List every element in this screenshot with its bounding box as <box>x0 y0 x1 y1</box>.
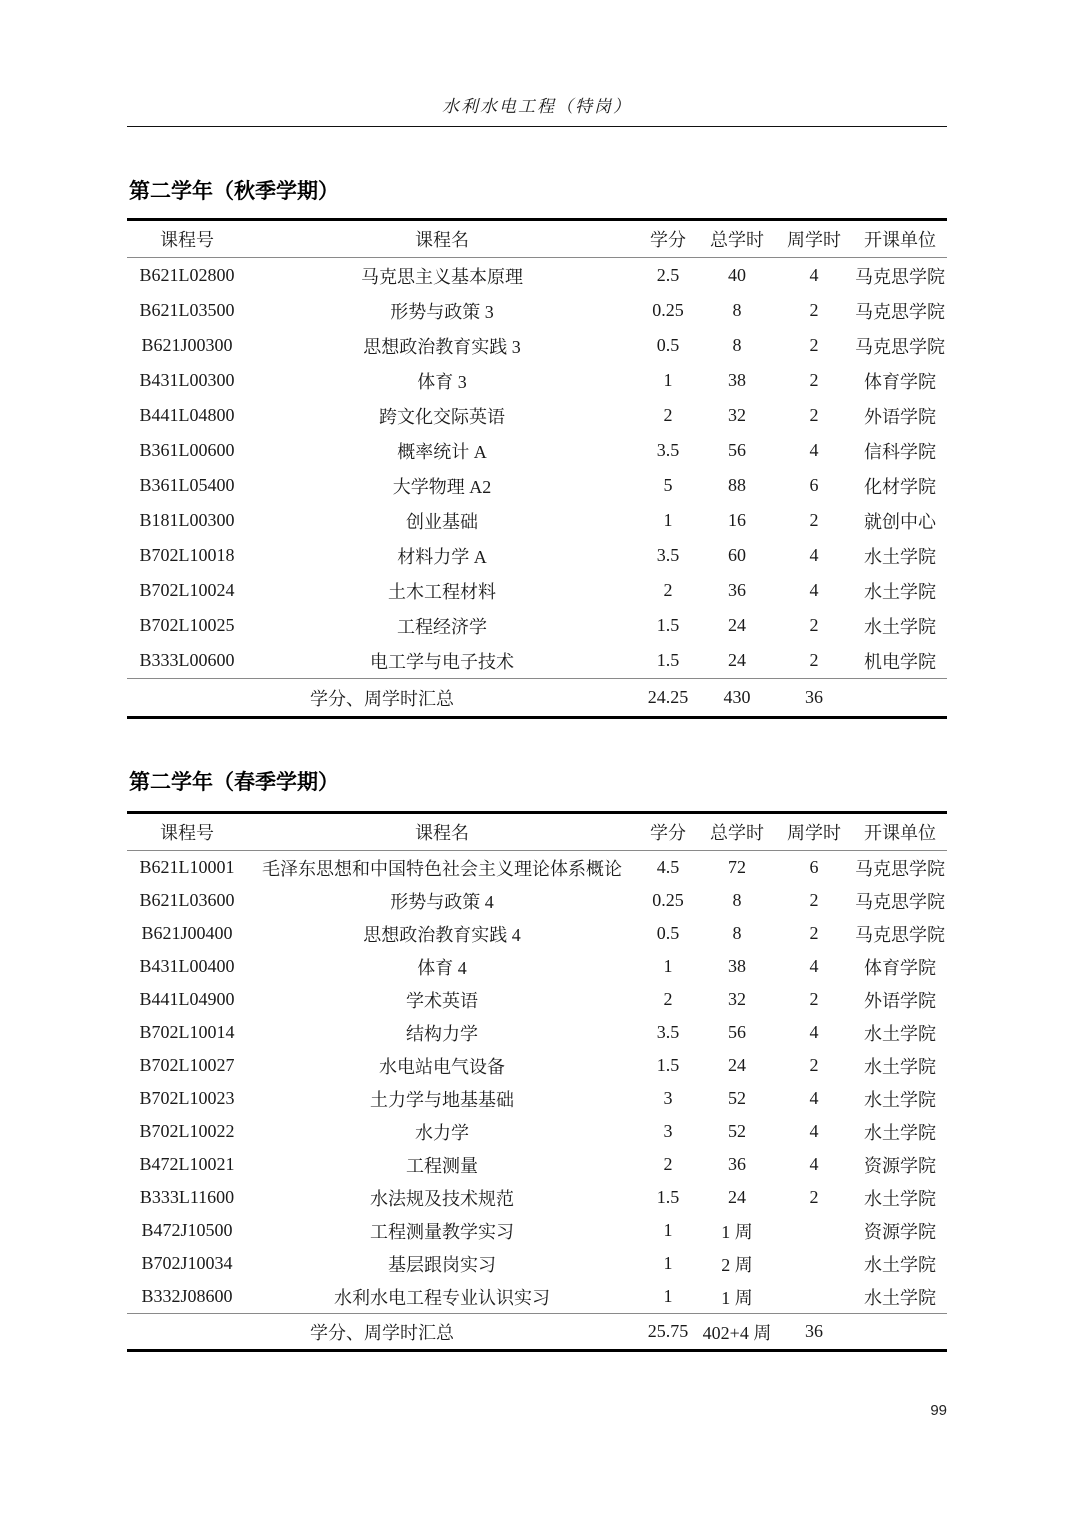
course-id: B621L02800 <box>139 265 235 285</box>
running-head-text: 水利水电工程（特岗） <box>442 97 632 116</box>
offering-unit: 马克思学院 <box>855 301 945 322</box>
offering-unit: 马克思学院 <box>855 858 945 879</box>
running-head <box>127 92 947 127</box>
offering-unit: 外语学院 <box>864 990 936 1011</box>
course-id: B333L00600 <box>139 650 235 670</box>
course-row <box>127 950 947 983</box>
course-id: B702L10024 <box>139 580 235 600</box>
course-name: 工程经济学 <box>397 616 487 637</box>
summary-weekly-hours: 36 <box>775 1314 853 1351</box>
summary-total-hours: 430 <box>699 679 775 718</box>
course-row <box>127 538 947 573</box>
weekly-hours: 2 <box>809 510 819 530</box>
course-id: B621L03500 <box>139 300 235 320</box>
total-hours: 8 <box>732 335 742 355</box>
credits: 1 <box>663 1286 673 1306</box>
course-id: B431L00300 <box>139 370 235 390</box>
credits: 2 <box>663 1154 673 1174</box>
credits: 1 <box>663 370 673 390</box>
total-hours: 56 <box>728 1022 746 1042</box>
course-name: 毛泽东思想和中国特色社会主义理论体系概论 <box>262 858 622 879</box>
total-hours: 32 <box>728 989 746 1009</box>
total-hours: 36 <box>728 1154 746 1174</box>
course-id: B332J08600 <box>141 1286 233 1306</box>
course-id: B702L10027 <box>139 1055 235 1075</box>
course-row <box>127 608 947 643</box>
credits: 1 <box>663 510 673 530</box>
credits: 2 <box>663 580 673 600</box>
course-id: B702L10014 <box>139 1022 235 1042</box>
course-row <box>127 884 947 917</box>
offering-unit: 马克思学院 <box>855 924 945 945</box>
credits: 0.5 <box>656 923 680 943</box>
offering-unit: 信科学院 <box>864 441 936 462</box>
page-number: 99 <box>930 1402 947 1419</box>
credits: 1 <box>663 1253 673 1273</box>
total-hours: 8 <box>732 923 742 943</box>
course-name: 跨文化交际英语 <box>379 406 505 427</box>
course-id: B441L04900 <box>139 989 235 1009</box>
credits: 4.5 <box>656 857 680 877</box>
total-hours: 38 <box>728 370 746 390</box>
offering-unit: 资源学院 <box>864 1155 936 1176</box>
course-id: B472J10500 <box>141 1220 233 1240</box>
weekly-hours: 6 <box>809 857 819 877</box>
course-row <box>127 1214 947 1247</box>
section-title-spring-semester: 第二学年（春季学期） <box>129 771 339 794</box>
column-header: 总学时 <box>699 813 775 851</box>
course-name: 工程测量教学实习 <box>370 1221 514 1242</box>
weekly-hours: 4 <box>809 1154 819 1174</box>
course-name: 创业基础 <box>406 511 478 532</box>
offering-unit: 机电学院 <box>864 651 936 672</box>
credits: 3.5 <box>656 545 680 565</box>
total-hours: 36 <box>728 580 746 600</box>
course-name: 土力学与地基基础 <box>370 1089 514 1110</box>
offering-unit: 水土学院 <box>864 581 936 602</box>
summary-row <box>127 1314 947 1351</box>
weekly-hours: 2 <box>809 335 819 355</box>
weekly-hours: 4 <box>809 265 819 285</box>
offering-unit: 水土学院 <box>864 1023 936 1044</box>
course-id: B361L00600 <box>139 440 235 460</box>
offering-unit: 水土学院 <box>864 1056 936 1077</box>
course-name: 体育 4 <box>417 957 467 978</box>
column-header: 开课单位 <box>853 813 947 851</box>
credits: 2 <box>663 405 673 425</box>
course-id: B431L00400 <box>139 956 235 976</box>
course-id: B181L00300 <box>139 510 235 530</box>
offering-unit: 水土学院 <box>864 616 936 637</box>
weekly-hours: 2 <box>809 650 819 670</box>
weekly-hours: 2 <box>809 989 819 1009</box>
credits: 1.5 <box>656 615 680 635</box>
total-hours: 40 <box>728 265 746 285</box>
course-row <box>127 1115 947 1148</box>
course-row <box>127 1148 947 1181</box>
weekly-hours <box>775 1280 853 1314</box>
course-row <box>127 917 947 950</box>
column-header: 周学时 <box>775 813 853 851</box>
course-name: 土木工程材料 <box>388 581 496 602</box>
course-row <box>127 1247 947 1280</box>
offering-unit: 马克思学院 <box>855 891 945 912</box>
section-title-fall-semester: 第二学年（秋季学期） <box>129 180 339 203</box>
course-id: B702L10025 <box>139 615 235 635</box>
weekly-hours: 2 <box>809 890 819 910</box>
weekly-hours: 4 <box>809 440 819 460</box>
weekly-hours <box>775 1247 853 1280</box>
total-hours: 1 周 <box>721 1221 753 1242</box>
course-row <box>127 258 947 294</box>
weekly-hours: 4 <box>809 580 819 600</box>
spring-semester-course-table <box>127 811 947 1352</box>
course-id: B702J10034 <box>141 1253 233 1273</box>
offering-unit: 马克思学院 <box>855 336 945 357</box>
summary-row <box>127 679 947 718</box>
total-hours: 24 <box>728 650 746 670</box>
total-hours: 56 <box>728 440 746 460</box>
weekly-hours: 2 <box>809 300 819 320</box>
course-row <box>127 851 947 885</box>
summary-credits: 25.75 <box>637 1314 699 1351</box>
offering-unit: 化材学院 <box>864 476 936 497</box>
course-row <box>127 1280 947 1314</box>
course-name: 大学物理 A2 <box>392 476 492 497</box>
column-header: 开课单位 <box>853 220 947 258</box>
course-name: 学术英语 <box>406 990 478 1011</box>
offering-unit: 水土学院 <box>864 1188 936 1209</box>
offering-unit: 水土学院 <box>864 1089 936 1110</box>
total-hours: 8 <box>732 300 742 320</box>
summary-label: 学分、周学时汇总 <box>127 679 637 718</box>
total-hours: 24 <box>728 615 746 635</box>
weekly-hours: 2 <box>809 923 819 943</box>
credits: 0.25 <box>652 300 684 320</box>
course-name: 水电站电气设备 <box>379 1056 505 1077</box>
total-hours: 32 <box>728 405 746 425</box>
course-id: B472L10021 <box>139 1154 235 1174</box>
summary-total-hours: 402+4 周 <box>699 1314 775 1351</box>
offering-unit: 外语学院 <box>864 406 936 427</box>
total-hours: 24 <box>728 1187 746 1207</box>
course-name: 电工学与电子技术 <box>370 651 514 672</box>
course-row <box>127 433 947 468</box>
course-name: 工程测量 <box>406 1155 478 1176</box>
column-header: 课程名 <box>247 220 637 258</box>
course-name: 马克思主义基本原理 <box>361 266 523 287</box>
course-name: 思想政治教育实践 3 <box>363 336 521 357</box>
course-name: 形势与政策 3 <box>390 301 494 322</box>
course-row <box>127 503 947 538</box>
offering-unit: 马克思学院 <box>855 266 945 287</box>
course-row <box>127 983 947 1016</box>
total-hours: 8 <box>732 890 742 910</box>
course-id: B702L10023 <box>139 1088 235 1108</box>
course-name: 结构力学 <box>406 1023 478 1044</box>
course-name: 思想政治教育实践 4 <box>363 924 521 945</box>
course-row <box>127 293 947 328</box>
weekly-hours: 6 <box>809 475 819 495</box>
course-row <box>127 573 947 608</box>
course-row <box>127 1016 947 1049</box>
course-row <box>127 398 947 433</box>
total-hours: 24 <box>728 1055 746 1075</box>
column-header: 课程名 <box>247 813 637 851</box>
credits: 5 <box>663 475 673 495</box>
total-hours: 1 周 <box>721 1287 753 1308</box>
credits: 2.5 <box>656 265 680 285</box>
column-header: 课程号 <box>127 813 247 851</box>
course-row <box>127 1181 947 1214</box>
column-header: 学分 <box>637 813 699 851</box>
column-header: 周学时 <box>775 220 853 258</box>
course-row <box>127 328 947 363</box>
column-header: 学分 <box>637 220 699 258</box>
credits: 1.5 <box>656 1055 680 1075</box>
summary-unit <box>853 1314 947 1351</box>
total-hours: 88 <box>728 475 746 495</box>
course-id: B333L11600 <box>139 1187 235 1207</box>
course-name: 概率统计 A <box>397 441 487 462</box>
total-hours: 38 <box>728 956 746 976</box>
total-hours: 52 <box>728 1088 746 1108</box>
weekly-hours: 4 <box>809 1088 819 1108</box>
column-header: 总学时 <box>699 220 775 258</box>
summary-label: 学分、周学时汇总 <box>127 1314 637 1351</box>
course-name: 形势与政策 4 <box>390 891 494 912</box>
course-name: 基层跟岗实习 <box>388 1254 496 1275</box>
total-hours: 2 周 <box>721 1254 753 1275</box>
course-id: B621J00300 <box>141 335 233 355</box>
course-name: 水利水电工程专业认识实习 <box>334 1287 550 1308</box>
course-name: 水法规及技术规范 <box>370 1188 514 1209</box>
course-id: B702L10022 <box>139 1121 235 1141</box>
course-id: B441L04800 <box>139 405 235 425</box>
weekly-hours: 4 <box>809 1121 819 1141</box>
weekly-hours: 2 <box>809 370 819 390</box>
offering-unit: 水土学院 <box>864 1122 936 1143</box>
credits: 3.5 <box>656 1022 680 1042</box>
course-row <box>127 363 947 398</box>
credits: 0.25 <box>652 890 684 910</box>
credits: 2 <box>663 989 673 1009</box>
credits: 1 <box>663 956 673 976</box>
offering-unit: 体育学院 <box>864 371 936 392</box>
total-hours: 60 <box>728 545 746 565</box>
offering-unit: 资源学院 <box>864 1221 936 1242</box>
weekly-hours: 2 <box>809 615 819 635</box>
fall-semester-course-table <box>127 218 947 719</box>
weekly-hours: 2 <box>809 1055 819 1075</box>
offering-unit: 水土学院 <box>864 546 936 567</box>
table-header-row <box>127 220 947 258</box>
weekly-hours: 4 <box>809 1022 819 1042</box>
credits: 1.5 <box>656 650 680 670</box>
course-id: B621J00400 <box>141 923 233 943</box>
weekly-hours: 2 <box>809 1187 819 1207</box>
weekly-hours: 4 <box>809 545 819 565</box>
credits: 1.5 <box>656 1187 680 1207</box>
course-row <box>127 1049 947 1082</box>
course-row <box>127 468 947 503</box>
weekly-hours: 2 <box>809 405 819 425</box>
total-hours: 72 <box>728 857 746 877</box>
weekly-hours <box>775 1214 853 1247</box>
course-name: 水力学 <box>415 1122 469 1143</box>
credits: 3 <box>663 1088 673 1108</box>
offering-unit: 体育学院 <box>864 957 936 978</box>
weekly-hours: 4 <box>809 956 819 976</box>
summary-weekly-hours: 36 <box>775 679 853 718</box>
course-id: B621L10001 <box>139 857 235 877</box>
course-row <box>127 1082 947 1115</box>
credits: 3.5 <box>656 440 680 460</box>
course-row <box>127 643 947 679</box>
credits: 1 <box>663 1220 673 1240</box>
total-hours: 52 <box>728 1121 746 1141</box>
summary-unit <box>853 679 947 718</box>
summary-credits: 24.25 <box>637 679 699 718</box>
course-name: 材料力学 A <box>397 546 487 567</box>
course-id: B702L10018 <box>139 545 235 565</box>
offering-unit: 水土学院 <box>864 1287 936 1308</box>
column-header: 课程号 <box>127 220 247 258</box>
total-hours: 16 <box>728 510 746 530</box>
offering-unit: 水土学院 <box>864 1254 936 1275</box>
offering-unit: 就创中心 <box>864 511 936 532</box>
course-id: B621L03600 <box>139 890 235 910</box>
table-header-row <box>127 813 947 851</box>
course-id: B361L05400 <box>139 475 235 495</box>
course-name: 体育 3 <box>417 371 467 392</box>
credits: 0.5 <box>656 335 680 355</box>
credits: 3 <box>663 1121 673 1141</box>
